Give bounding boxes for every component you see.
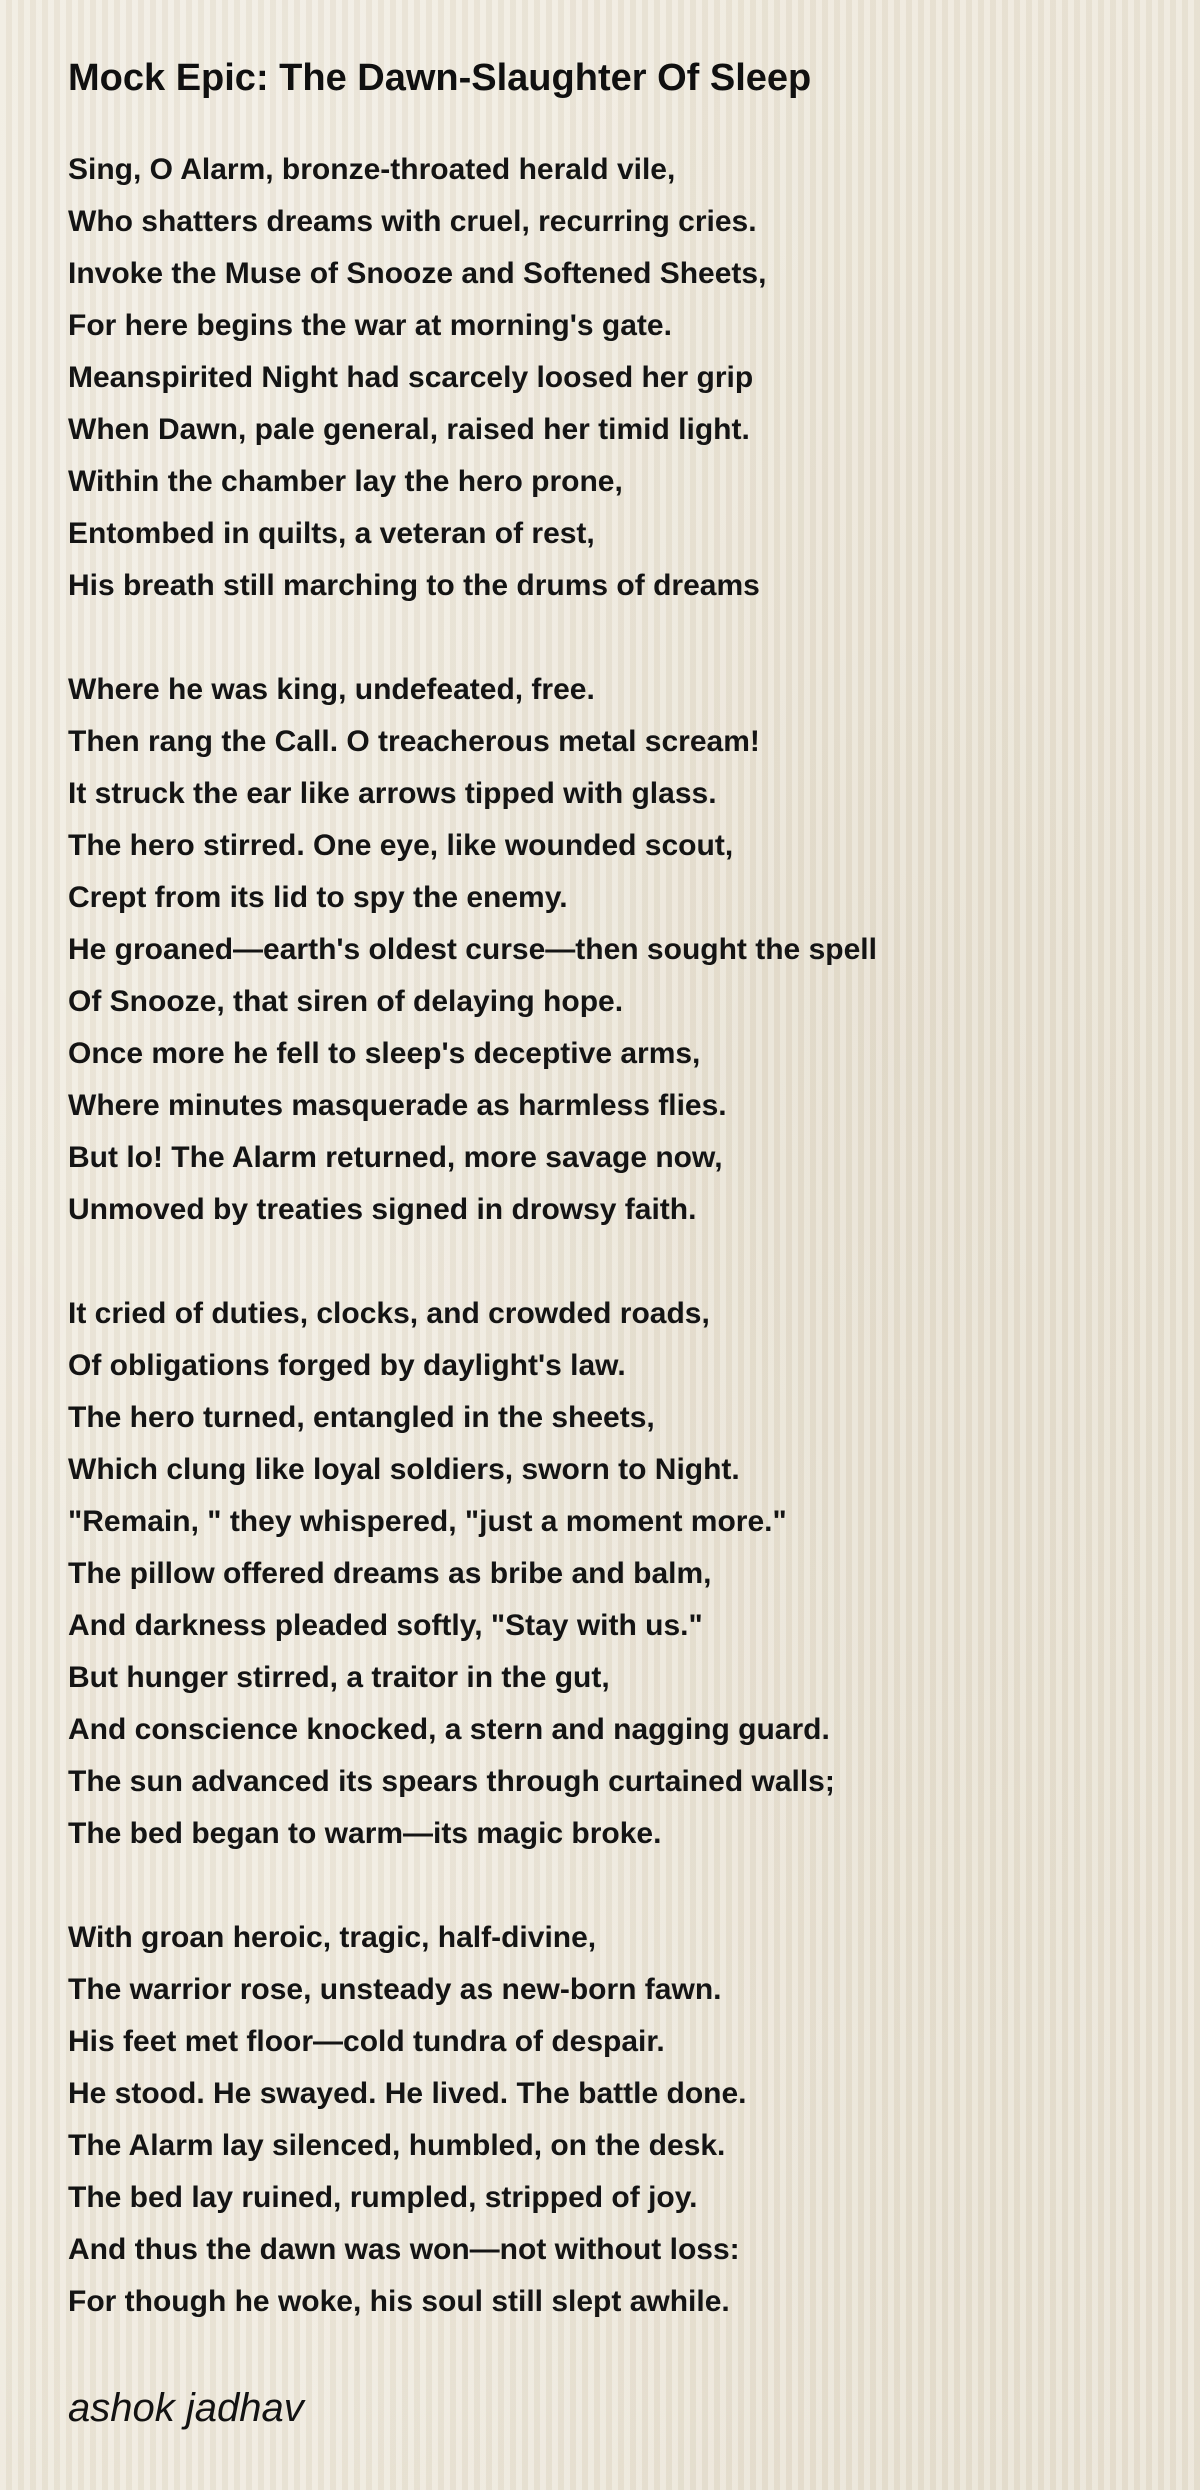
poem-line: Entombed in quilts, a veteran of rest, xyxy=(68,517,595,550)
poem-line: The pillow offered dreams as bribe and balm, xyxy=(68,1557,712,1590)
poem-line: The Alarm lay silenced, humbled, on the desk. xyxy=(68,2129,726,2162)
poem-line: For here begins the war at morning's gate. xyxy=(68,309,672,342)
poem-line: Of obligations forged by daylight's law. xyxy=(68,1349,626,1382)
stanza xyxy=(68,1288,1148,1860)
poem-line: Where he was king, undefeated, free. xyxy=(68,673,595,706)
poem-line: The sun advanced its spears through curtained walls; xyxy=(68,1765,835,1798)
poem-line: His feet met floor—cold tundra of despair. xyxy=(68,2025,665,2058)
poem-line: His breath still marching to the drums of dreams xyxy=(68,569,760,602)
poem-line: Meanspirited Night had scarcely loosed her grip xyxy=(68,361,754,394)
poem-line: Then rang the Call. O treacherous metal scream! xyxy=(68,725,760,758)
poem-line: The hero turned, entangled in the sheets, xyxy=(68,1401,655,1434)
stanza xyxy=(68,144,1148,612)
poem-author: ashok jadhav xyxy=(68,2386,304,2430)
poem-line: When Dawn, pale general, raised her timid light. xyxy=(68,413,750,446)
poem-line: He groaned—earth's oldest curse—then sought the spell xyxy=(68,933,877,966)
poem-line: Where minutes masquerade as harmless flies. xyxy=(68,1089,727,1122)
stanza xyxy=(68,1912,1148,2328)
poem-line: But hunger stirred, a traitor in the gut, xyxy=(68,1661,610,1694)
poem-line: Invoke the Muse of Snooze and Softened Sheets, xyxy=(68,257,767,290)
poem-line: Crept from its lid to spy the enemy. xyxy=(68,881,568,914)
poem-line: Who shatters dreams with cruel, recurring cries. xyxy=(68,205,757,238)
poem-line: It cried of duties, clocks, and crowded roads, xyxy=(68,1297,710,1330)
poem-line: It struck the ear like arrows tipped with glass. xyxy=(68,777,717,810)
poem-line: Within the chamber lay the hero prone, xyxy=(68,465,623,498)
poem-line: Once more he fell to sleep's deceptive arms, xyxy=(68,1037,701,1070)
poem-body xyxy=(68,144,1148,2328)
poem-line: The hero stirred. One eye, like wounded scout, xyxy=(68,829,734,862)
poem-line: And thus the dawn was won—not without loss: xyxy=(68,2233,740,2266)
poem-line: The bed lay ruined, rumpled, stripped of joy. xyxy=(68,2181,698,2214)
poem-page xyxy=(68,50,1148,2436)
poem-line: Sing, O Alarm, bronze-throated herald vile, xyxy=(68,153,676,186)
poem-line: With groan heroic, tragic, half-divine, xyxy=(68,1921,597,1954)
poem-line: And darkness pleaded softly, "Stay with us." xyxy=(68,1609,703,1642)
poem-title: Mock Epic: The Dawn-Slaughter Of Sleep xyxy=(68,57,812,99)
poem-line: "Remain, " they whispered, "just a moment more." xyxy=(68,1505,787,1538)
poem-line: Of Snooze, that siren of delaying hope. xyxy=(68,985,624,1018)
poem-line: And conscience knocked, a stern and nagging guard. xyxy=(68,1713,830,1746)
poem-line: But lo! The Alarm returned, more savage now, xyxy=(68,1141,723,1174)
poem-line: Unmoved by treaties signed in drowsy faith. xyxy=(68,1193,697,1226)
poem-line: The warrior rose, unsteady as new-born fawn. xyxy=(68,1973,722,2006)
poem-line: For though he woke, his soul still slept awhile. xyxy=(68,2285,730,2318)
poem-line: Which clung like loyal soldiers, sworn to Night. xyxy=(68,1453,740,1486)
poem-line: The bed began to warm—its magic broke. xyxy=(68,1817,662,1850)
poem-line: He stood. He swayed. He lived. The battle done. xyxy=(68,2077,747,2110)
stanza xyxy=(68,664,1148,1236)
